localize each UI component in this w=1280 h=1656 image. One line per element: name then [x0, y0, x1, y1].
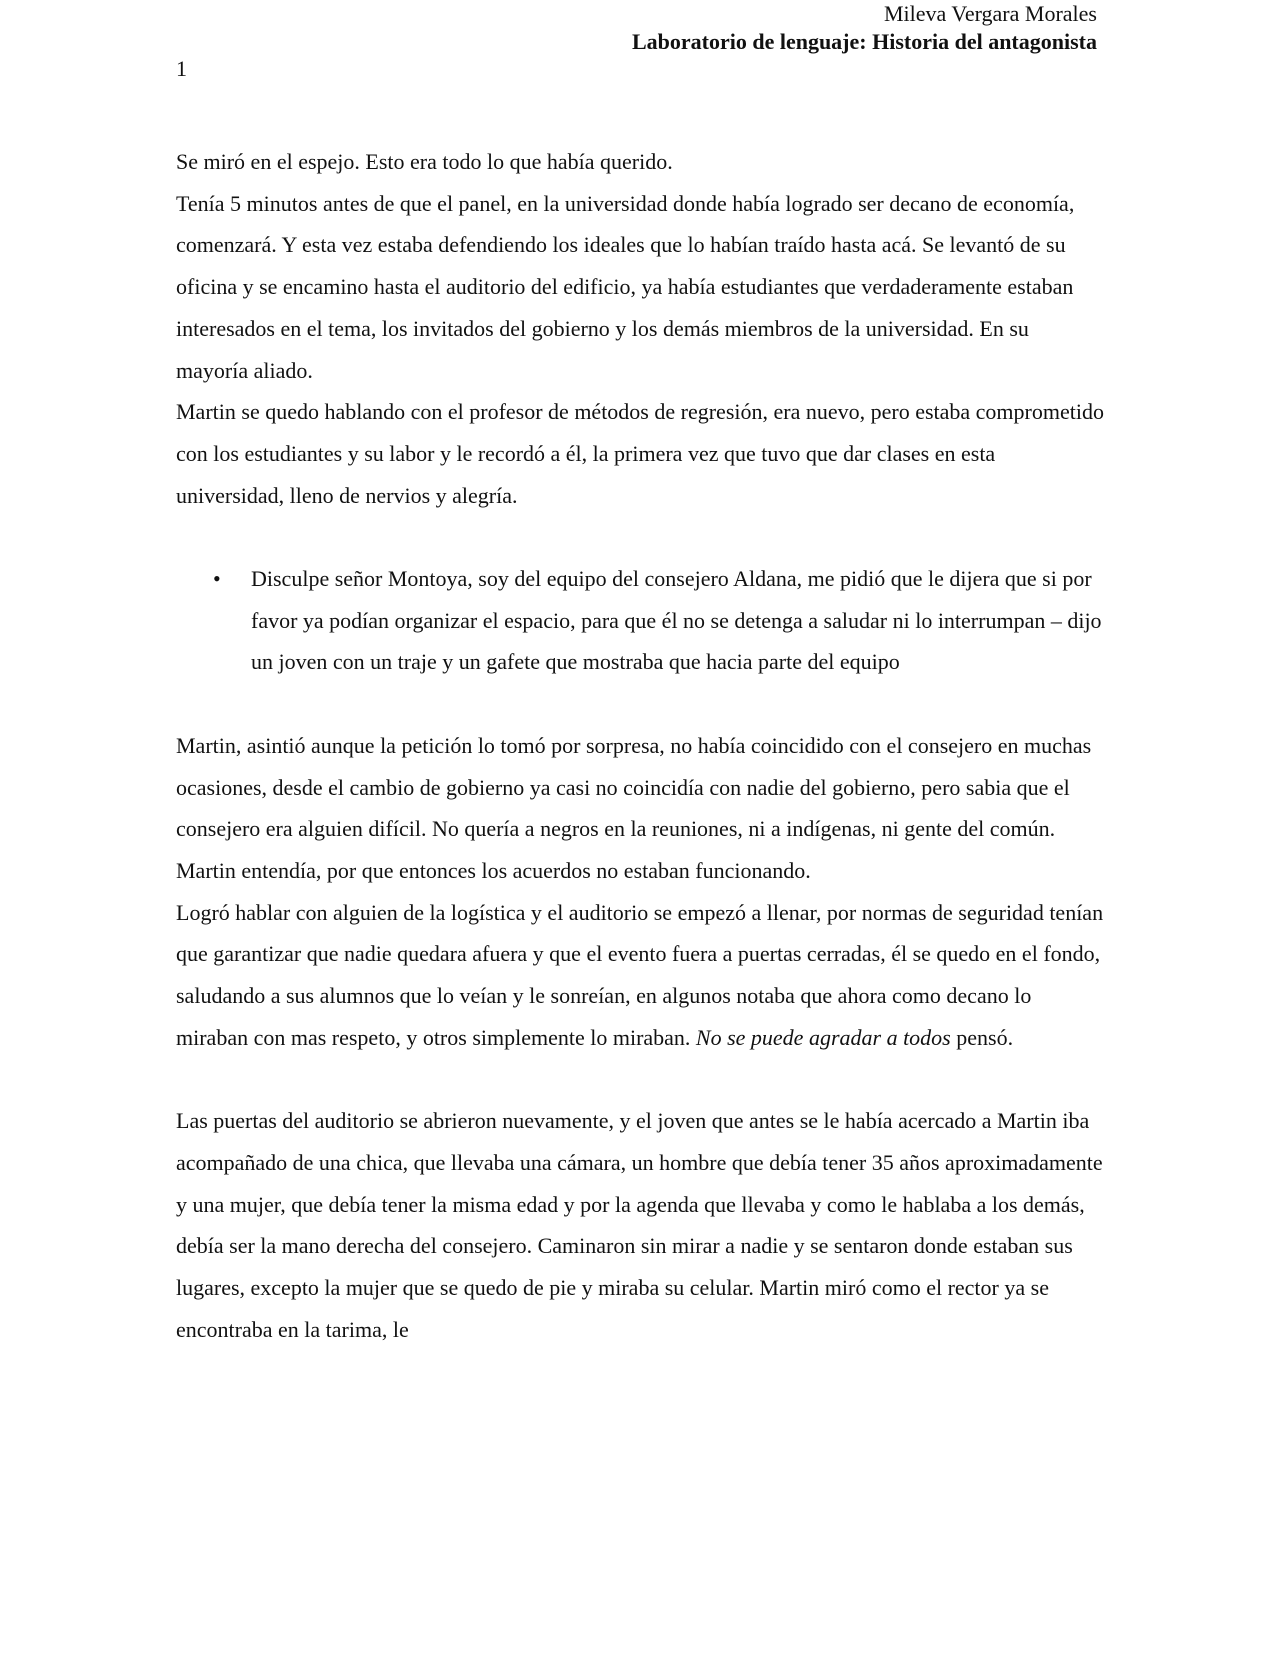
blank-line	[176, 1058, 1106, 1100]
paragraph-5-italic: No se puede agradar a todos	[695, 1024, 951, 1050]
paragraph-1: Se miró en el espejo. Esto era todo lo que había querido.	[176, 149, 673, 174]
bullet-text: Disculpe señor Montoya, soy del equipo del consejero Aldana, me pidió que le dijera que si por favor ya podían organizar el espacio, para que él no se detenga a saludar ni lo interrumpan – dijo un joven con un traje y un gafete que mostraba que hacia parte del equipo	[251, 566, 1102, 675]
header-title: Laboratorio de lenguaje: Historia del antagonista	[631, 29, 1097, 54]
bullet-item	[176, 558, 1106, 683]
page-header	[632, 0, 1097, 56]
blank-line	[176, 516, 1106, 558]
document-body	[176, 141, 1106, 1350]
paragraph-4: Martin, asintió aunque la petición lo tomó por sorpresa, no había coincidido con el consejero en muchas ocasiones, desde el cambio de gobierno ya casi no coincidía con nadie del gobierno, pero sabia que el consejero era alguien difícil. No quería a negros en la reuniones, ni a indígenas, ni gente del común. Martin entendía, por que entonces los acuerdos no estaban funcionando.	[176, 732, 1092, 883]
blank-line	[176, 683, 1106, 725]
header-author: Mileva Vergara Morales	[883, 1, 1097, 26]
paragraph-6: Las puertas del auditorio se abrieron nuevamente, y el joven que antes se le había acercado a Martin iba acompañado de una chica, que llevaba una cámara, un hombre que debía tener 35 años aproximadamente y una mujer, que debía tener la misma edad y por la agenda que llevaba y como le hablaba a los demás, debía ser la mano derecha del consejero. Caminaron sin mirar a nadie y se sentaron donde estaban sus lugares, excepto la mujer que se quedo de pie y miraba su celular. Martin miró como el rector ya se encontraba en la tarima, le	[176, 1108, 1103, 1342]
paragraph-2: Tenía 5 minutos antes de que el panel, en la universidad donde había logrado ser decano de economía, comenzará. Y esta vez estaba defendiendo los ideales que lo habían traído hasta acá. Se levantó de su oficina y se encamino hasta el auditorio del edificio, ya había estudiantes que verdaderamente estaban interesados en el tema, los invitados del gobierno y los demás miembros de la universidad. En su mayoría aliado.	[176, 190, 1075, 383]
bullet-dot-icon: •	[213, 566, 221, 592]
paragraph-5	[176, 892, 1106, 1059]
page-number: 1	[176, 56, 187, 81]
paragraph-5-text: Logró hablar con alguien de la logística y el auditorio se empezó a llenar, por normas de seguridad tenían que garantizar que nadie quedara afuera y que el evento fuera a puertas cerradas, él se quedo en el fondo, saludando a sus alumnos que lo veían y le sonreían, en algunos notaba que ahora como decano lo miraban con mas respeto, y otros simplemente lo miraban.	[176, 899, 1104, 1050]
paragraph-3: Martin se quedo hablando con el profesor de métodos de regresión, era nuevo, pero estaba comprometido con los estudiantes y su labor y le recordó a él, la primera vez que tuvo que dar clases en esta universidad, lleno de nervios y alegría.	[176, 399, 1104, 508]
bullet-list	[176, 558, 1106, 683]
paragraph-5-end: pensó.	[950, 1024, 1014, 1050]
